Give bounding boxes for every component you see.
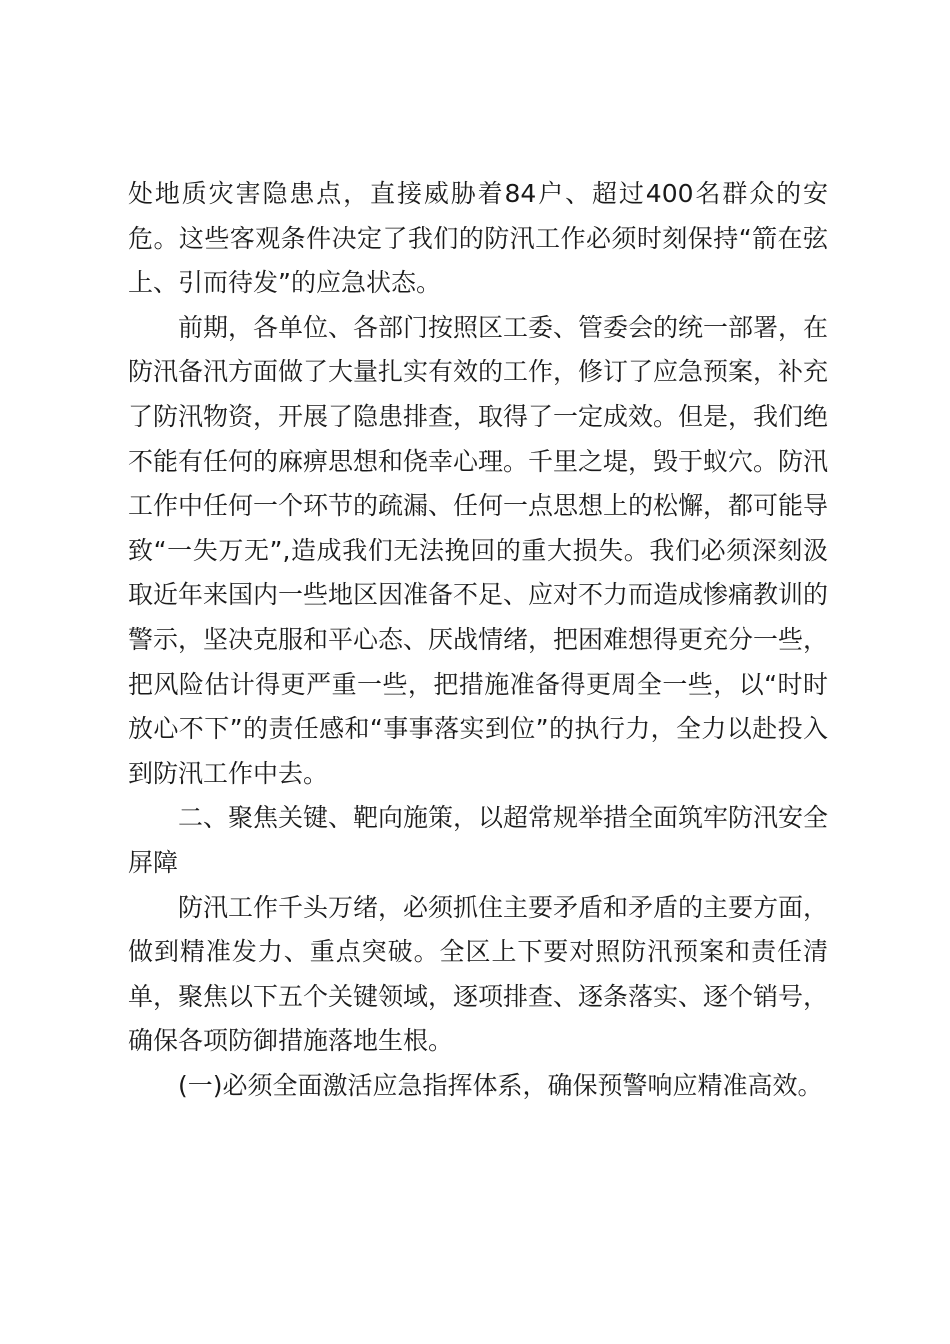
paragraph-key-areas: 防汛工作千头万绪，必须抓住主要矛盾和矛盾的主要方面，做到精准发力、重点突破。全区上下要对照防汛预案和责任清单，聚焦以下五个关键领域，逐项排查、逐条落实、逐个销号，确保各项防御措施落地生根。 (128, 892, 829, 1056)
document-body (128, 172, 828, 1108)
section-heading: 二、聚焦关键、靶向施策，以超常规举措全面筑牢防汛安全屏障 (128, 803, 829, 877)
subsection-heading: (一)必须全面激活应急指挥体系，确保预警响应精准高效。 (178, 1070, 823, 1100)
paragraph-preparation: 前期，各单位、各部门按照区工委、管委会的统一部署，在防汛备汛方面做了大量扎实有效的工作，修订了应急预案，补充了防汛物资，开展了隐患排查，取得了一定成效。但是，我们绝不能有任何的麻痹思想和侥幸心理。千里之堤，毁于蚁穴。防汛工作中任何一个环节的疏漏、任何一点思想上的松懈，都可能导致“一失万无”,造成我们无法挽回的重大损失。我们必须深刻汲取近年来国内一些地区因准备不足、应对不力而造成惨痛教训的警示，坚决克服和平心态、厌战情绪，把困难想得更充分一些，把风险估计得更严重一些，把措施准备得更周全一些，以“时时放心不下”的责任感和“事事落实到位”的执行力，全力以赴投入到防汛工作中去。 (128, 312, 829, 788)
paragraph-continuation: 处地质灾害隐患点，直接威胁着84户、超过400名群众的安危。这些客观条件决定了我们的防汛工作必须时刻保持“箭在弦上、引而待发”的应急状态。 (128, 179, 828, 298)
